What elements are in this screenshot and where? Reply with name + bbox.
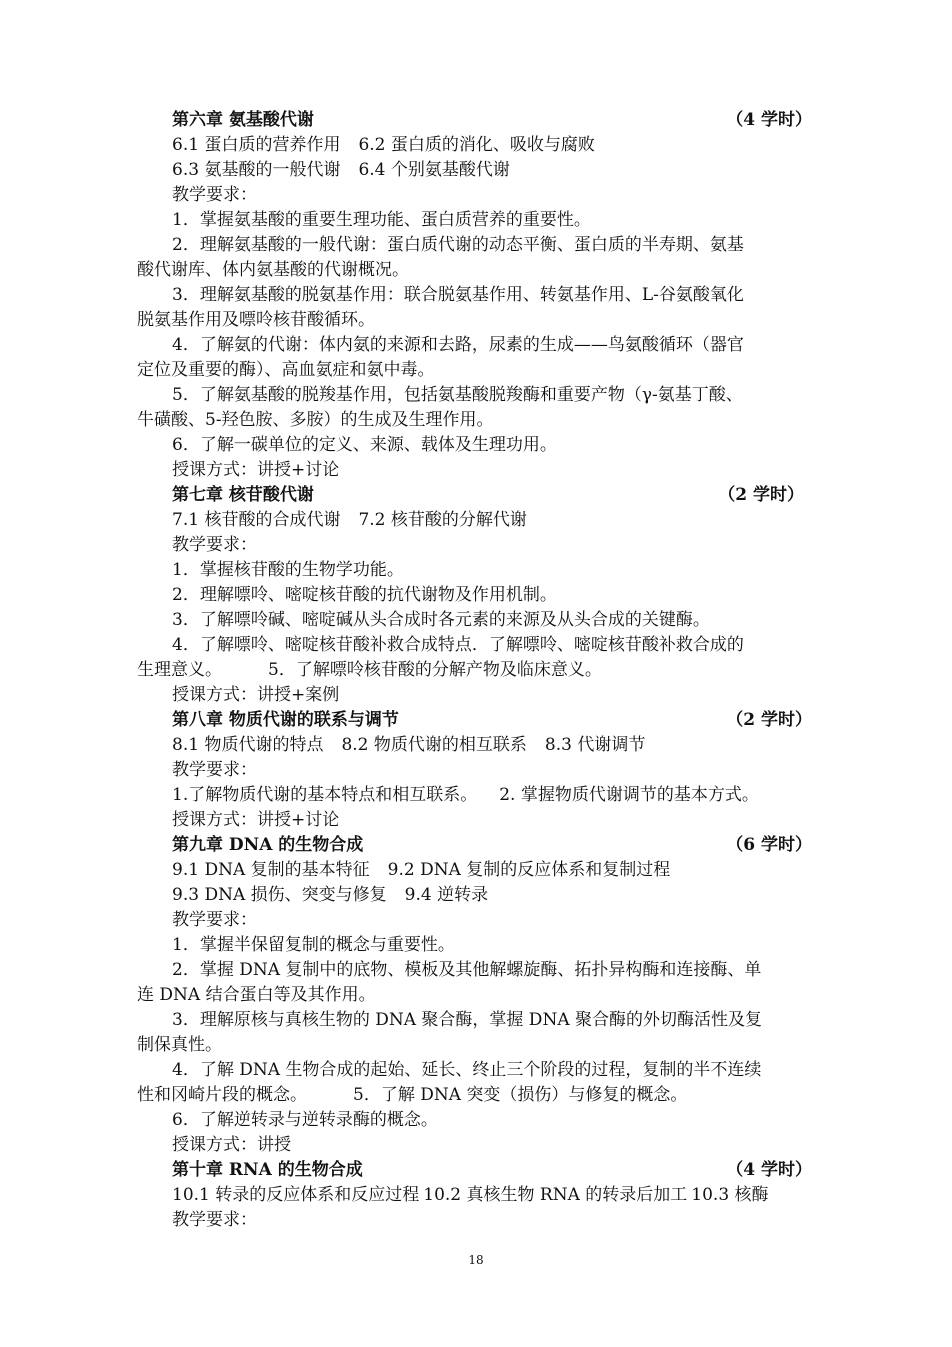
section-6-2: 6.2 蛋白质的消化、吸收与腐败 — [358, 135, 595, 155]
chapter-8-req-line — [0, 783, 952, 807]
chapter-10-sections — [0, 1183, 952, 1207]
chapter-7-req-2: 2．理解嘌呤、嘧啶核苷酸的抗代谢物及作用机制。 — [172, 585, 557, 605]
chapter-8-hours: （2 学时） — [726, 710, 812, 730]
section-10-2: 10.2 真核生物 RNA 的转录后加工 — [423, 1185, 688, 1205]
page-number: 18 — [468, 1253, 484, 1267]
chapter-6-req-2a: 2．理解氨基酸的一般代谢：蛋白质代谢的动态平衡、蛋白质的半寿期、氨基 — [172, 235, 744, 255]
chapter-7-req-1: 1．掌握核苷酸的生物学功能。 — [172, 560, 404, 580]
chapter-9-req-5: 5．了解 DNA 突变（损伤）与修复的概念。 — [353, 1085, 688, 1105]
section-6-1: 6.1 蛋白质的营养作用 — [172, 135, 341, 155]
chapter-6-title: 第六章 氨基酸代谢 — [172, 110, 314, 130]
chapter-6-req-6: 6．了解一碳单位的定义、来源、载体及生理功用。 — [172, 435, 557, 455]
section-7-2: 7.2 核苷酸的分解代谢 — [358, 510, 527, 530]
section-8-1: 8.1 物质代谢的特点 — [172, 735, 324, 755]
chapter-10-heading — [0, 1158, 952, 1182]
chapter-9-sections-line-1 — [0, 858, 952, 882]
chapter-8-sections — [0, 733, 952, 757]
chapter-10-title: 第十章 RNA 的生物合成 — [172, 1160, 363, 1180]
chapter-6-req-2b: 酸代谢库、体内氨基酸的代谢概况。 — [137, 260, 409, 280]
chapter-9-req-label: 教学要求： — [172, 910, 257, 930]
chapter-7-hours: （2 学时） — [718, 485, 804, 505]
chapter-6-req-4b: 定位及重要的酶）、高血氨症和氨中毒。 — [137, 360, 435, 380]
chapter-9-req-1: 1．掌握半保留复制的概念与重要性。 — [172, 935, 455, 955]
chapter-9-req-2a: 2．掌握 DNA 复制中的底物、模板及其他解螺旋酶、拓扑异构酶和连接酶、单 — [172, 960, 762, 980]
section-8-3: 8.3 代谢调节 — [544, 735, 646, 755]
chapter-7-req-5: 5．了解嘌呤核苷酸的分解产物及临床意义。 — [268, 660, 602, 680]
chapter-6-req-5b: 牛磺酸、5-羟色胺、多胺）的生成及生理作用。 — [137, 410, 494, 430]
chapter-7-req-4b-5 — [0, 658, 952, 682]
chapter-8-title: 第八章 物质代谢的联系与调节 — [172, 710, 399, 730]
chapter-9-hours: （6 学时） — [726, 835, 812, 855]
section-8-2: 8.2 物质代谢的相互联系 — [341, 735, 527, 755]
chapter-8-req-2: 2. 掌握物质代谢调节的基本方式。 — [499, 785, 759, 805]
chapter-6-req-3b: 脱氨基作用及嘌呤核苷酸循环。 — [137, 310, 375, 330]
chapter-7-req-4a: 4．了解嘌呤、嘧啶核苷酸补救合成特点．了解嘌呤、嘧啶核苷酸补救合成的 — [172, 635, 744, 655]
section-9-4: 9.4 逆转录 — [404, 885, 489, 905]
chapter-6-sections-line-1 — [0, 133, 952, 157]
section-6-3: 6.3 氨基酸的一般代谢 — [172, 160, 341, 180]
chapter-6-req-4a: 4．了解氨的代谢：体内氨的来源和去路，尿素的生成——鸟氨酸循环（器官 — [172, 335, 744, 355]
chapter-7-heading — [0, 483, 952, 507]
chapter-6-req-label: 教学要求： — [172, 185, 257, 205]
chapter-9-heading — [0, 833, 952, 857]
chapter-6-sections-line-2 — [0, 158, 952, 182]
chapter-8-method: 授课方式：讲授+讨论 — [172, 810, 340, 830]
chapter-9-sections-line-2 — [0, 883, 952, 907]
chapter-9-req-3b: 制保真性。 — [137, 1035, 222, 1055]
section-9-3: 9.3 DNA 损伤、突变与修复 — [172, 885, 387, 905]
chapter-9-req-2b: 连 DNA 结合蛋白等及其作用。 — [137, 985, 376, 1005]
section-9-2: 9.2 DNA 复制的反应体系和复制过程 — [387, 860, 671, 880]
section-10-1: 10.1 转录的反应体系和反应过程 — [172, 1185, 420, 1205]
chapter-7-req-3: 3．了解嘌呤碱、嘧啶碱从头合成时各元素的来源及从头合成的关键酶。 — [172, 610, 710, 630]
chapter-9-title: 第九章 DNA 的生物合成 — [172, 835, 364, 855]
chapter-8-req-label: 教学要求： — [172, 760, 257, 780]
chapter-6-req-3a: 3．理解氨基酸的脱氨基作用：联合脱氨基作用、转氨基作用、L-谷氨酸氧化 — [172, 285, 744, 305]
chapter-7-title: 第七章 核苷酸代谢 — [172, 485, 314, 505]
chapter-9-req-3a: 3．理解原核与真核生物的 DNA 聚合酶，掌握 DNA 聚合酶的外切酶活性及复 — [172, 1010, 762, 1030]
chapter-9-req-4a: 4．了解 DNA 生物合成的起始、延长、终止三个阶段的过程，复制的半不连续 — [172, 1060, 762, 1080]
chapter-7-method: 授课方式：讲授+案例 — [172, 685, 340, 705]
chapter-6-method: 授课方式：讲授+讨论 — [172, 460, 340, 480]
chapter-9-method: 授课方式：讲授 — [172, 1135, 291, 1155]
chapter-7-req-4b: 生理意义。 — [137, 660, 222, 680]
chapter-6-req-5a: 5．了解氨基酸的脱羧基作用，包括氨基酸脱羧酶和重要产物（γ-氨基丁酸、 — [172, 385, 743, 405]
chapter-6-hours: （4 学时） — [726, 110, 812, 130]
chapter-8-req-1: 1.了解物质代谢的基本特点和相互联系。 — [172, 785, 478, 805]
section-7-1: 7.1 核苷酸的合成代谢 — [172, 510, 341, 530]
section-9-1: 9.1 DNA 复制的基本特征 — [172, 860, 370, 880]
chapter-9-req-4b: 性和冈崎片段的概念。 — [137, 1085, 307, 1105]
chapter-6-req-1: 1．掌握氨基酸的重要生理功能、蛋白质营养的重要性。 — [172, 210, 591, 230]
chapter-7-sections — [0, 508, 952, 532]
chapter-10-req-label: 教学要求： — [172, 1210, 257, 1230]
chapter-7-req-label: 教学要求： — [172, 535, 257, 555]
chapter-9-req-4b-5 — [0, 1083, 952, 1107]
section-10-3: 10.3 核酶 — [691, 1185, 769, 1205]
chapter-6-heading — [0, 108, 952, 132]
chapter-9-req-6: 6．了解逆转录与逆转录酶的概念。 — [172, 1110, 438, 1130]
chapter-8-heading — [0, 708, 952, 732]
section-6-4: 6.4 个别氨基酸代谢 — [358, 160, 510, 180]
chapter-10-hours: （4 学时） — [726, 1160, 812, 1180]
